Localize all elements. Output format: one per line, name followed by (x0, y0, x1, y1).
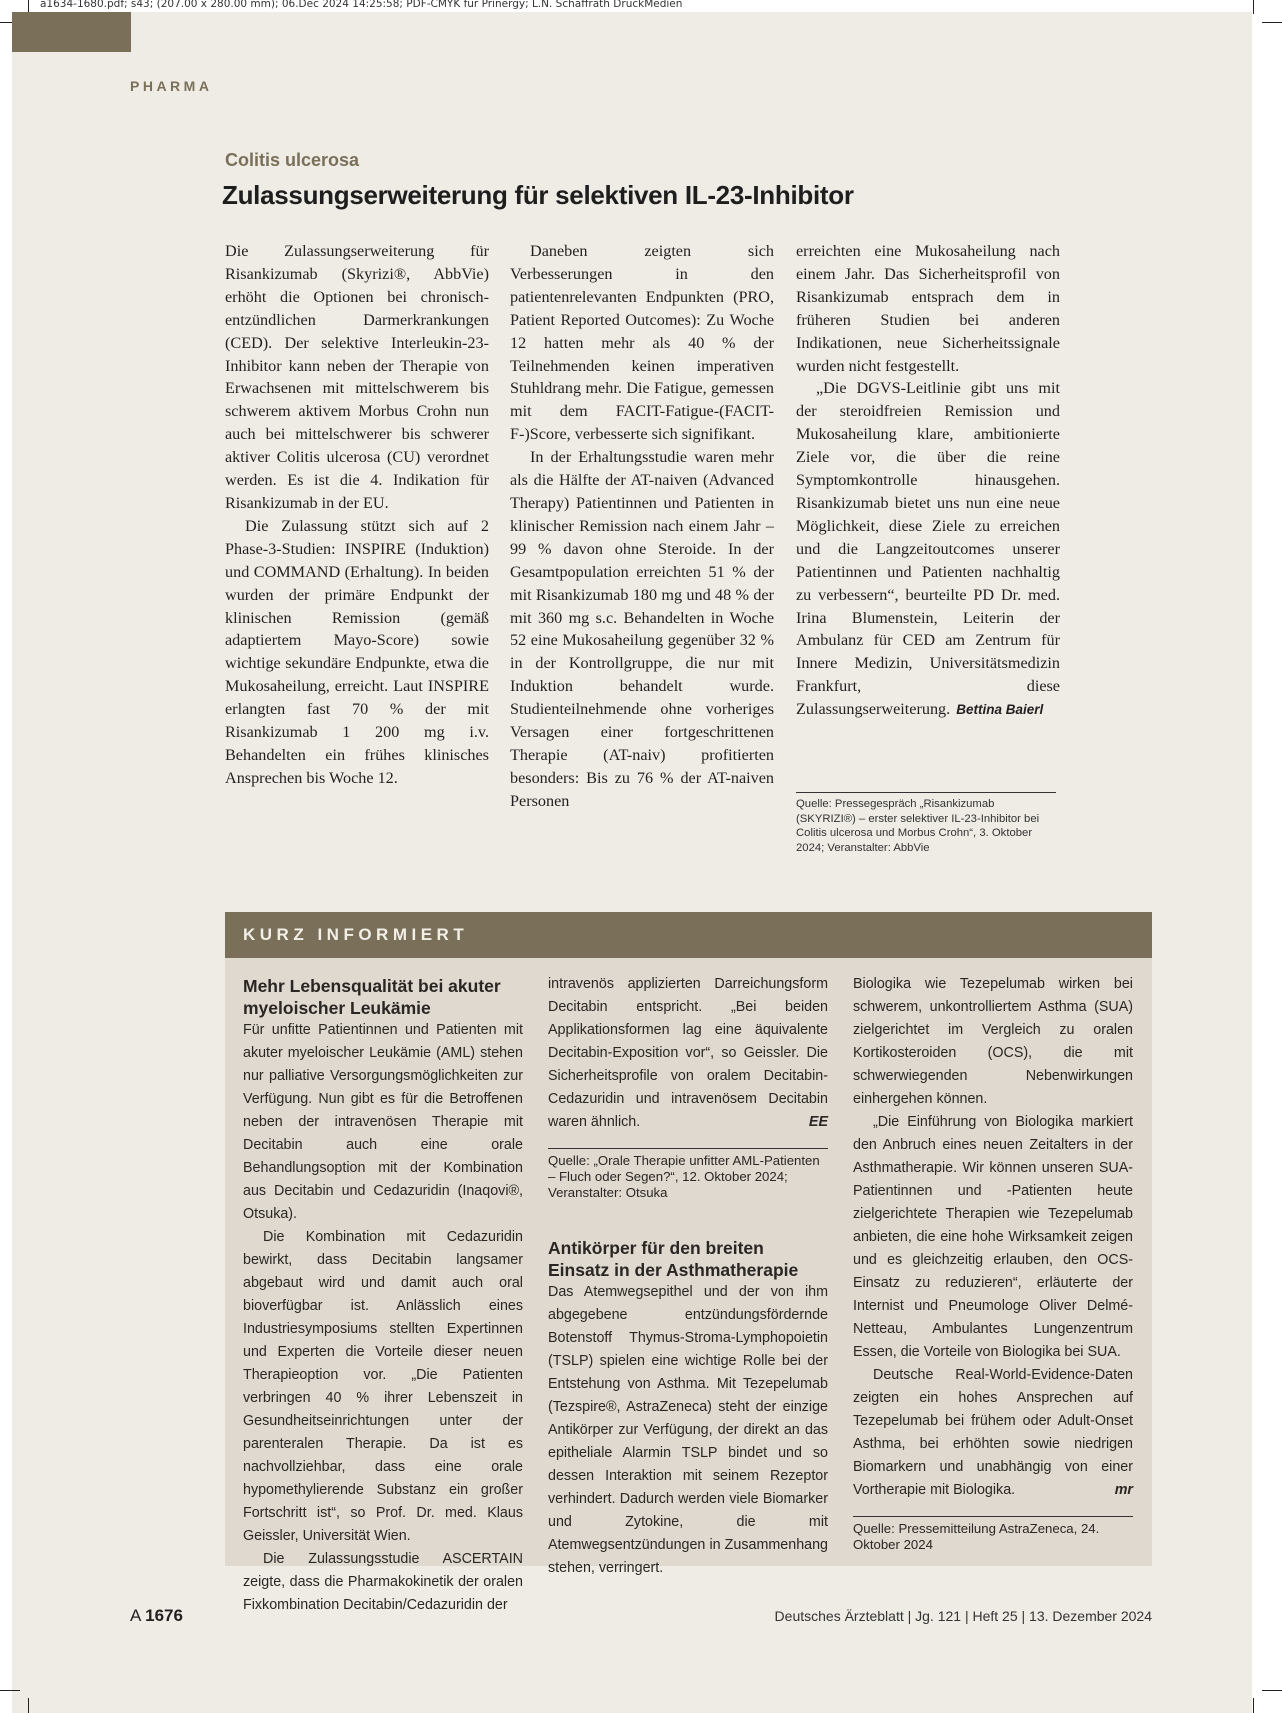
article-paragraph (796, 377, 1060, 722)
article-kicker: Colitis ulcerosa (225, 150, 360, 170)
asthma-paragraph (853, 1364, 1133, 1502)
crop-mark (1253, 1698, 1254, 1713)
article-source: Quelle: Pressegespräch „Risankizumab (SKYRIZI®) – erster selektiver IL-23-Inhibitor bei Colitis ulcerosa und Morbus Crohn“, 3. Oktober 2024; Veranstalter: AbbVie (796, 792, 1056, 855)
aml-paragraph: Für unfitte Patientinnen und Patienten mit akuter myeloischer Leukämie (AML) stehen nur palliative Versorgungsmöglichkeiten zur Verfügung. Nun gibt es für die Betroffenen neben der intravenösen Therapie mit Decitabin auch eine orale Behandlungsoption mit der Kombination aus Decitabin und Cedazuridin (Inaqovi®, Otsuka). (243, 1022, 523, 1222)
aml-signature: EE (808, 1114, 828, 1130)
article-paragraph: In der Erhaltungsstudie waren mehr als die Hälfte der AT-naiven (Advanced Therapy) Patientinnen und Patienten in klinischer Remission nach einem Jahr – 99 % davon ohne Steroide. In der Gesamtpopulation erreichten 51 % der mit Risankizumab 180 mg und 48 % der mit 360 mg s.c. Behandelten in Woche 52 eine Mukosaheilung gegenüber 32 % in der Kontrollgruppe, die nur mit Induktion behandelt wurde. Studienteilnehmende ohne vorheriges Versagen einer fortgeschrittenen Therapie (AT-naiv) profitierten besonders: Bis zu 76 % der AT-naiven Personen (510, 448, 774, 810)
page-number-value: 1676 (145, 1606, 183, 1625)
section-tab (12, 12, 131, 52)
aml-source: Quelle: „Orale Therapie unfitter AML-Patienten – Fluch oder Segen?“, 12. Oktober 2024; Veranstalter: Otsuka (548, 1148, 828, 1201)
print-slug: a1634-1680.pdf; s43; (207.00 x 280.00 mm); 06.Dec 2024 14:25:58; PDF-CMYK für Prinergy; L.N. Schaffrath DruckMedien (40, 0, 683, 10)
article-column-1 (225, 240, 489, 790)
article-column-3 (796, 240, 1060, 722)
article-paragraph: erreichten eine Mukosaheilung nach einem Jahr. Das Sicherheitsprofil von Risankizumab entsprach dem in früheren Studien bei anderen Indikationen, neue Sicherheitssignale wurden nicht festgestellt. (796, 242, 1060, 375)
section-label: PHARMA (130, 78, 213, 94)
crop-mark (1253, 0, 1254, 14)
aml-paragraph: Die Kombination mit Cedazuridin bewirkt, dass Decitabin langsamer abgebaut wird und damit auch oral bioverfügbar ist. Anlässlich eines Industriesymposiums stellten Expertinnen und Experten die Vorteile dieser neuen Therapieoption vor. „Die Patienten verbringen 40 % ihrer Lebenszeit in Gesundheitseinrichtungen unter der parenteralen Therapie. Da ist es nachvollziehbar, dass eine orale hypomethylierende Substanz ein großer Fortschritt ist“, so Prof. Dr. med. Klaus Geissler, Universität Wien. (243, 1229, 523, 1544)
box-header (225, 912, 1152, 958)
asthma-paragraph: Das Atemwegsepithel und der von ihm abgegebene entzündungsfördernde Botenstoff Thymus-Stroma-Lymphopoietin (TSLP) spielen eine wichtige Rolle bei der Entstehung von Asthma. Mit Tezepelumab (Tezspire®, AstraZeneca) steht der einzige Antikörper zur Verfügung, der direkt an das epitheliale Alarmin TSLP bindet und so dessen Interaktion mit seinem Rezeptor verhindert. Dadurch werden viele Biomarker und Zytokine, die mit Atemwegsentzündungen in Zusammenhang stehen, verringert. (548, 1284, 828, 1576)
crop-mark (1262, 22, 1282, 23)
page-number (130, 1606, 183, 1626)
article-column-2 (510, 240, 774, 813)
box-title: KURZ INFORMIERT (243, 925, 469, 944)
asthma-paragraph: „Die Einführung von Biologika markiert den Anbruch eines neuen Zeitalters in der Asthmatherapie. Wir können unseren SUA-Patientinnen und -Patienten heute zielgerichtete Therapien wie Tezepelumab anbieten, die eine hohe Wirksamkeit zeigen und es gleichzeitig erlauben, den OCS-Einsatz zu reduzieren“, erläuterte der Internist und Pneumologe Oliver Delmé-Netteau, Ambulantes Lungenzentrum Essen, die Vorteile von Biologika bei SUA. (853, 1114, 1133, 1360)
journal-info: Deutsches Ärzteblatt | Jg. 121 | Heft 25 | 13. Dezember 2024 (774, 1608, 1152, 1624)
kurz-informiert-box (225, 912, 1152, 1613)
crop-mark (1262, 1690, 1282, 1691)
author-signature: Bettina Baierl (956, 702, 1044, 718)
crop-mark (28, 1698, 29, 1713)
aml-paragraph: Die Zulassungsstudie ASCERTAIN zeigte, dass die Pharmakokinetik der oralen Fixkombination Decitabin/Cedazuridin der (243, 1551, 523, 1613)
asthma-text: Deutsche Real-World-Evidence-Daten zeigten ein hohes Ansprechen auf Tezepelumab bei frühem oder Adult-Onset Asthma, bei erhöhten sowie niedrigen Biomarkern und unabhängig von einer Vortherapie mit Biologika. (853, 1367, 1133, 1498)
article-paragraph: Die Zulassung stützt sich auf 2 Phase-3-Studien: INSPIRE (Induktion) und COMMAND (Erhaltung). In beiden wurden der primäre Endpunkt der klinischen Remission (gemäß adaptiertem Mayo-Score) sowie wichtige sekundäre Endpunkte, etwa die Mukosaheilung, erreicht. Laut INSPIRE erlangten fast 70 % der mit Risankizumab 1 200 mg i.v. Behandelten ein frühes klinisches Ansprechen bis Woche 12. (225, 516, 489, 787)
spacer (548, 1201, 828, 1237)
aml-paragraph (548, 973, 828, 1134)
box-column-3 (853, 973, 1133, 1553)
article-paragraph: Die Zulassungserweiterung für Risankizumab (Skyrizi®, AbbVie) erhöht die Optionen bei chronisch-entzündlichen Darmerkrankungen (CED). Der selektive Interleukin-23-Inhibitor kann neben der Therapie von Erwachsenen mit mittelschwerem bis schwerem aktivem Morbus Crohn nun auch bei mittelschwerer bis schwerer aktiver Colitis ulcerosa (CU) verordnet werden. Es ist die 4. Indikation für Risankizumab in der EU. (225, 242, 489, 512)
box-column-1 (243, 975, 523, 1617)
page-prefix: A (130, 1606, 141, 1625)
box-column-2 (548, 973, 828, 1580)
aml-text: intravenös applizierten Darreichungsform Decitabin entspricht. „Bei beiden Applikationsformen lag eine äquivalente Decitabin-Exposition vor“, so Geissler. Die Sicherheitsprofile von oralem Decitabin-Cedazuridin und intravenösem Decitabin waren ähnlich. (548, 976, 828, 1130)
article-headline: Zulassungserweiterung für selektiven IL-23-Inhibitor (222, 180, 854, 210)
aml-headline: Mehr Lebensqualität bei akuter myeloischer Leukämie (243, 976, 501, 1018)
article-paragraph: Daneben zeigten sich Verbesserungen in den patientenrelevanten Endpunkten (PRO, Patient Reported Outcomes): Zu Woche 12 hatten mehr als 40 % der Teilnehmenden keinen imperativen Stuhldrang mehr. Die Fatigue, gemessen mit dem FACIT-Fatigue-(FACIT-F-)Score, verbesserte sich signifikant. (510, 242, 774, 444)
asthma-source: Quelle: Pressemitteilung AstraZeneca, 24. Oktober 2024 (853, 1516, 1133, 1553)
asthma-paragraph: Biologika wie Tezepelumab wirken bei schwerem, unkontrolliertem Asthma (SUA) zielgerichtet im Vergleich zu oralen Kortikosteroiden (OCS), die mit schwerwiegenden Nebenwirkungen einhergehen können. (853, 976, 1133, 1107)
asthma-headline: Antikörper für den breiten Einsatz in der Asthmatherapie (548, 1238, 799, 1280)
crop-mark (0, 1690, 20, 1691)
quote-text: „Die DGVS-Leitlinie gibt uns mit der steroidfreien Remission und Mukosaheilung klare, ambitionierte Ziele vor, die über die reine Symptomkontrolle hinausgehen. Risankizumab bietet uns nun eine neue Möglichkeit, diese Ziele zu erreichen und die Langzeitoutcomes unserer Patientinnen und Patienten nachhaltig zu verbessern“, beurteilte PD Dr. med. Irina Blumenstein, Leiterin der Ambulanz für CED am Zentrum für Innere Medizin, Universitätsmedizin Frankfurt, diese Zulassungserweiterung. (796, 379, 1060, 719)
asthma-signature: mr (1114, 1482, 1133, 1498)
